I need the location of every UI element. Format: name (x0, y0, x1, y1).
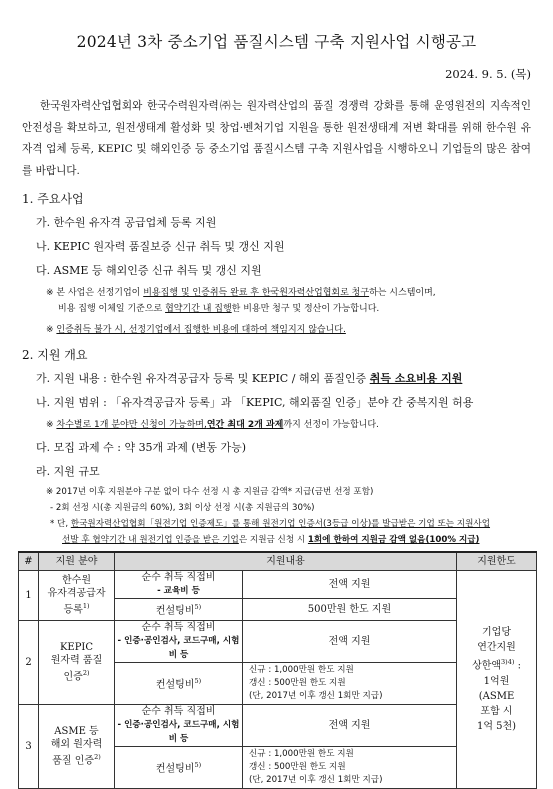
row-1-field: 한수원 유자격공급자 등록$^{1)}$ (39, 571, 115, 621)
row-2-direct-value: 전액 지원 (243, 621, 457, 663)
s2-item-da: 다. 모집 과제 수 : 약 35개 과제 (변동 가능) (36, 441, 247, 454)
section-2-heading: 2. 지원 개요 (22, 348, 88, 362)
s2-note-ra-3: * 단, 한국원자력산업협회「원전기업 인증제도」를 통해 원전기업 인증서(3등급 이상)를 발급받은 기업 또는 지원사업 (50, 519, 491, 529)
row-2-no: 2 (19, 621, 39, 705)
s1-note-1a: ※ 본 사업은 선정기업이 비용집행 및 인증취득 완료 후 한국원자력산업협회로 청구하는 시스템이며, (46, 288, 436, 298)
row-1-direct: 순수 취득 직접비 - 교육비 등 (115, 571, 243, 599)
s2-note-ra-1: ※ 2017년 이후 지원분야 구분 없이 다수 선정 시 총 지원금 감액* 지급(금번 선정 포함) (46, 487, 374, 497)
row-2-direct: 순수 취득 직접비 - 인증·공인검사, 코드구매, 시험비 등 (115, 621, 243, 663)
s1-item-da: 다. ASME 등 해외인증 신규 취득 및 갱신 지원 (36, 264, 262, 277)
row-3-direct: 순수 취득 직접비 - 인증·공인검사, 코드구매, 시험비 등 (115, 705, 243, 747)
row-1-direct-value: 전액 지원 (243, 571, 457, 599)
s1-note-1b: 비용 집행 이체일 기준으로 협약기간 내 집행한 비용만 청구 및 정산이 가능합니다. (58, 304, 380, 314)
intro-paragraph: 한국원자력산업협회와 한국수력원자력㈜는 원자력산업의 품질 경쟁력 강화를 통해 운영원전의 지속적인 안전성을 확보하고, 원전생태계 활성화 및 창업·벤처기업 지원을 통한 원전생태계 저변 확대를 위해 한수원 유자격 업체 등록, KEPIC 및 해외인증 등 중소기업 품질시스템 구축 지원사업을 시행하오니 기업들의 많은 참여를 바랍니다. (22, 100, 531, 177)
row-3-consult: 컨설팅비$^{5)}$ (115, 747, 243, 789)
th-field: 지원 분야 (39, 552, 115, 571)
s1-item-na: 나. KEPIC 원자력 품질보증 신규 취득 및 갱신 지원 (36, 240, 285, 253)
section-1-heading: 1. 주요사업 (22, 192, 84, 206)
th-limit: 지원한도 (457, 552, 537, 571)
s2-note-ra-4: 선발 후 협약기간 내 원전기업 인증을 받은 기업은 지원금 신청 시 1회에 한하여 지원금 감액 없음(100% 지급) (62, 535, 480, 545)
s2-item-ra: 라. 지원 규모 (36, 465, 100, 478)
row-1-consult-value: 500만원 한도 지원 (243, 599, 457, 621)
row-3-no: 3 (19, 705, 39, 789)
row-1-consult: 컨설팅비$^{5)}$ (115, 599, 243, 621)
s2-item-na: 나. 지원 범위 : 「유자격공급자 등록」과 「KEPIC, 해외품질 인증」분야 간 중복지원 허용 (36, 396, 474, 409)
row-1-no: 1 (19, 571, 39, 621)
row-2-consult-value: 신규 : 1,000만원 한도 지원 갱신 : 500만원 한도 지원 (단, 2017년 이후 갱신 1회만 지급) (243, 663, 457, 705)
support-table (18, 551, 537, 789)
row-2-consult: 컨설팅비$^{5)}$ (115, 663, 243, 705)
s2-note-na: ※ 차수별로 1개 분야만 신청이 가능하며,연간 최대 2개 과제까지 선정이 가능합니다. (46, 420, 379, 430)
page-title: 2024년 3차 중소기업 품질시스템 구축 지원사업 시행공고 (76, 33, 477, 51)
s2-note-ra-2: - 2회 선정 시(총 지원금의 60%), 3회 이상 선정 시(총 지원금의 30%) (50, 503, 315, 513)
th-no: # (19, 552, 39, 571)
row-3-direct-value: 전액 지원 (243, 705, 457, 747)
row-3-consult-value: 신규 : 1,000만원 한도 지원 갱신 : 500만원 한도 지원 (단, 2017년 이후 갱신 1회만 지급) (243, 747, 457, 789)
row-2-field: KEPIC 원자력 품질 인증$^{2)}$ (39, 621, 115, 705)
s1-item-ga: 가. 한수원 유자격 공급업체 등록 지원 (36, 216, 217, 229)
limit-cell: 기업당 연간지원 상한액$^{3)4)}$ : 1억원 (ASME 포함 시 1억 5천) (457, 571, 537, 789)
s1-note-2: ※ 인증취득 불가 시, 선정기업에서 집행한 비용에 대하여 책임지지 않습니다. (46, 325, 346, 335)
th-content: 지원내용 (115, 552, 457, 571)
row-3-field: ASME 등 해외 원자력 품질 인증$^{2)}$ (39, 705, 115, 789)
s2-item-ga: 가. 지원 내용 : 한수원 유자격공급자 등록 및 KEPIC / 해외 품질인증 취득 소요비용 지원 (36, 372, 463, 385)
notice-date: 2024. 9. 5. (목) (445, 67, 531, 81)
